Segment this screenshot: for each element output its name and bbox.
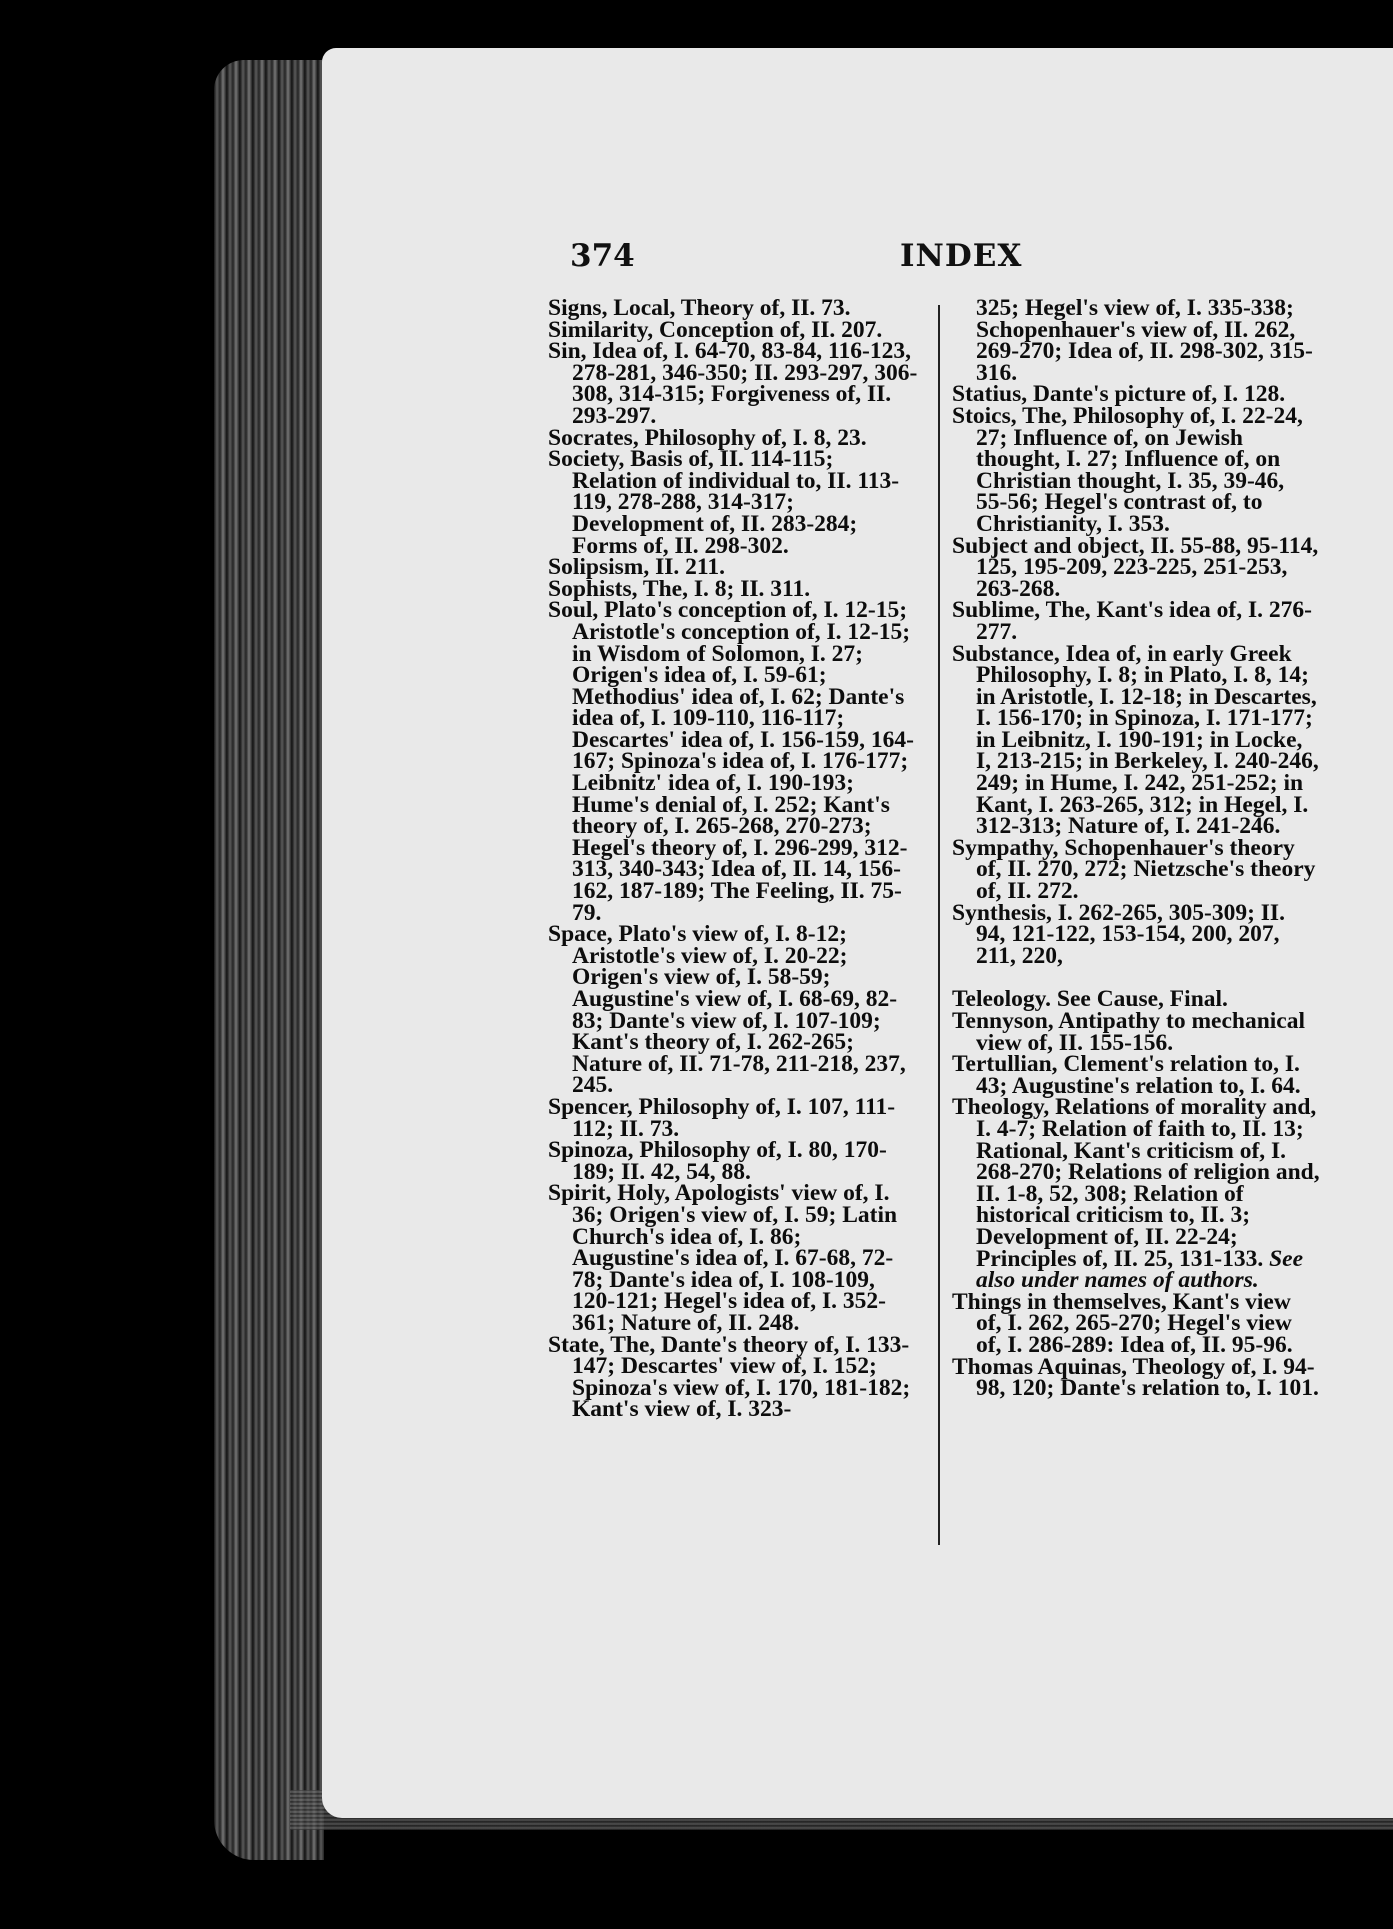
index-entry: Things in themselves, Kant's view of, I. 262, 265-270; Hegel's view of, I. 286-289: Idea of, II. 95-96. [952, 1288, 1293, 1358]
running-title: INDEX [900, 238, 1023, 274]
index-entry: Tertullian, Clement's relation to, I. 43; Augustine's relation to, I. 64. [952, 1051, 1301, 1099]
page-number: 374 [570, 238, 635, 274]
index-entry: Sophists, The, I. 8; II. 311. [548, 575, 811, 602]
page-header [570, 238, 1023, 278]
index-column-right [952, 295, 1320, 1402]
index-entry: Socrates, Philosophy of, I. 8, 23. [548, 424, 867, 451]
index-entry: Statius, Dante's picture of, I. 128. [952, 381, 1286, 408]
index-entry-theology [952, 1094, 1320, 1294]
index-entry-text: Theology, Relations of morality and, I. 4-7; Relation of faith to, II. 13; Rational, Kant's criticism of, I. 268-270; Relations of religion and, II. 1-8, 52, 308; Relation of historical criticism to, II. 3; Development of, II. 22-24; Principles of, II. 25, 131-133. [952, 1094, 1320, 1272]
index-entry: Stoics, The, Philosophy of, I. 22-24, 27; Influence of, on Jewish thought, I. 27; Influence of, on Christian thought, I. 35, 39-46, 55-56; Hegel's contrast of, to Christianity, I. 353. [952, 402, 1303, 537]
index-entry: Substance, Idea of, in early Greek Philosophy, I. 8; in Plato, I. 8, 14; in Aristotle, I. 12-18; in Descartes, I. 156-170; in Spinoza, I. 171-177; in Leibnitz, I. 190-191; in Locke, I, 213-215; in Berkeley, I. 240-246, 249; in Hume, I. 242, 251-252; in Kant, I. 263-265, 312; in Hegel, I. 312-313; Nature of, I. 241-246. [952, 640, 1319, 840]
index-entry-continuation: 325; Hegel's view of, I. 335-338; Schopenhauer's view of, II. 262, 269-270; Idea of, II. 298-302, 315-316. [976, 295, 1313, 386]
index-entry: Spinoza, Philosophy of, I. 80, 170-189; II. 42, 54, 88. [548, 1137, 887, 1185]
see-also-reference: See also under names of authors. [976, 1245, 1304, 1294]
column-divider [938, 305, 940, 1545]
index-entry: State, The, Dante's theory of, I. 133-147; Descartes' view of, I. 152; Spinoza's view of, I. 170, 181-182; Kant's view of, I. 323- [548, 1331, 911, 1423]
index-entry: Sublime, The, Kant's idea of, I. 276-277. [952, 597, 1312, 645]
index-entry: Sin, Idea of, I. 64-70, 83-84, 116-123, 278-281, 346-350; II. 293-297, 306-308, 314-315; Forgiveness of, II. 293-297. [548, 338, 918, 429]
index-entry: Teleology. See Cause, Final. [952, 986, 1228, 1013]
index-column-left [548, 295, 923, 1423]
index-entry: Spirit, Holy, Apologists' view of, I. 36; Origen's view of, I. 59; Latin Church's idea of, I. 86; Augustine's idea of, I. 67-68, 72-78; Dante's idea of, I. 108-109, 120-121; Hegel's idea of, I. 352-361; Nature of, II. 248. [548, 1180, 898, 1336]
index-entry: Tennyson, Antipathy to mechanical view of, II. 155-156. [952, 1008, 1306, 1056]
index-entry: Signs, Local, Theory of, II. 73. [548, 295, 851, 321]
index-entry: Similarity, Conception of, II. 207. [548, 316, 883, 343]
index-entry: Spencer, Philosophy of, I. 107, 111-112; II. 73. [548, 1093, 896, 1142]
index-entry: Solipsism, II. 211. [548, 554, 725, 581]
index-entry: Soul, Plato's conception of, I. 12-15; Aristotle's conception of, I. 12-15; in Wisdom of Solomon, I. 27; Origen's idea of, I. 59-61; Methodius' idea of, I. 62; Dante's idea of, I. 109-110, 116-117; Descartes' idea of, I. 156-159, 164-167; Spinoza's idea of, I. 176-177; Leibnitz' idea of, I. 190-193; Hume's denial of, I. 252; Kant's theory of, I. 265-268, 270-273; Hegel's theory of, I. 296-299, 312-313, 340-343; Idea of, II. 14, 156-162, 187-189; The Feeling, II. 75-79. [548, 597, 914, 926]
index-entry: Synthesis, I. 262-265, 305-309; II. 94, 121-122, 153-154, 200, 207, 211, 220, [952, 899, 1285, 969]
book-binding [214, 60, 324, 1860]
index-entry: Space, Plato's view of, I. 8-12; Aristotle's view of, I. 20-22; Origen's view of, I. 58-59; Augustine's view of, I. 68-69, 82-83; Dante's view of, I. 107-109; Kant's theory of, I. 262-265; Nature of, II. 71-78, 211-218, 237, 245. [548, 921, 906, 1099]
index-entry: Society, Basis of, II. 114-115; Relation of individual to, II. 113-119, 278-288, 314-317; Development of, II. 283-284; Forms of, II. 298-302. [548, 446, 900, 559]
index-entry: Thomas Aquinas, Theology of, I. 94-98, 120; Dante's relation to, I. 101. [952, 1353, 1319, 1402]
index-entry: Subject and object, II. 55-88, 95-114, 125, 195-209, 223-225, 251-253, 263-268. [952, 532, 1319, 602]
index-entry: Sympathy, Schopenhauer's theory of, II. 270, 272; Nietzsche's theory of, II. 272. [952, 834, 1316, 905]
